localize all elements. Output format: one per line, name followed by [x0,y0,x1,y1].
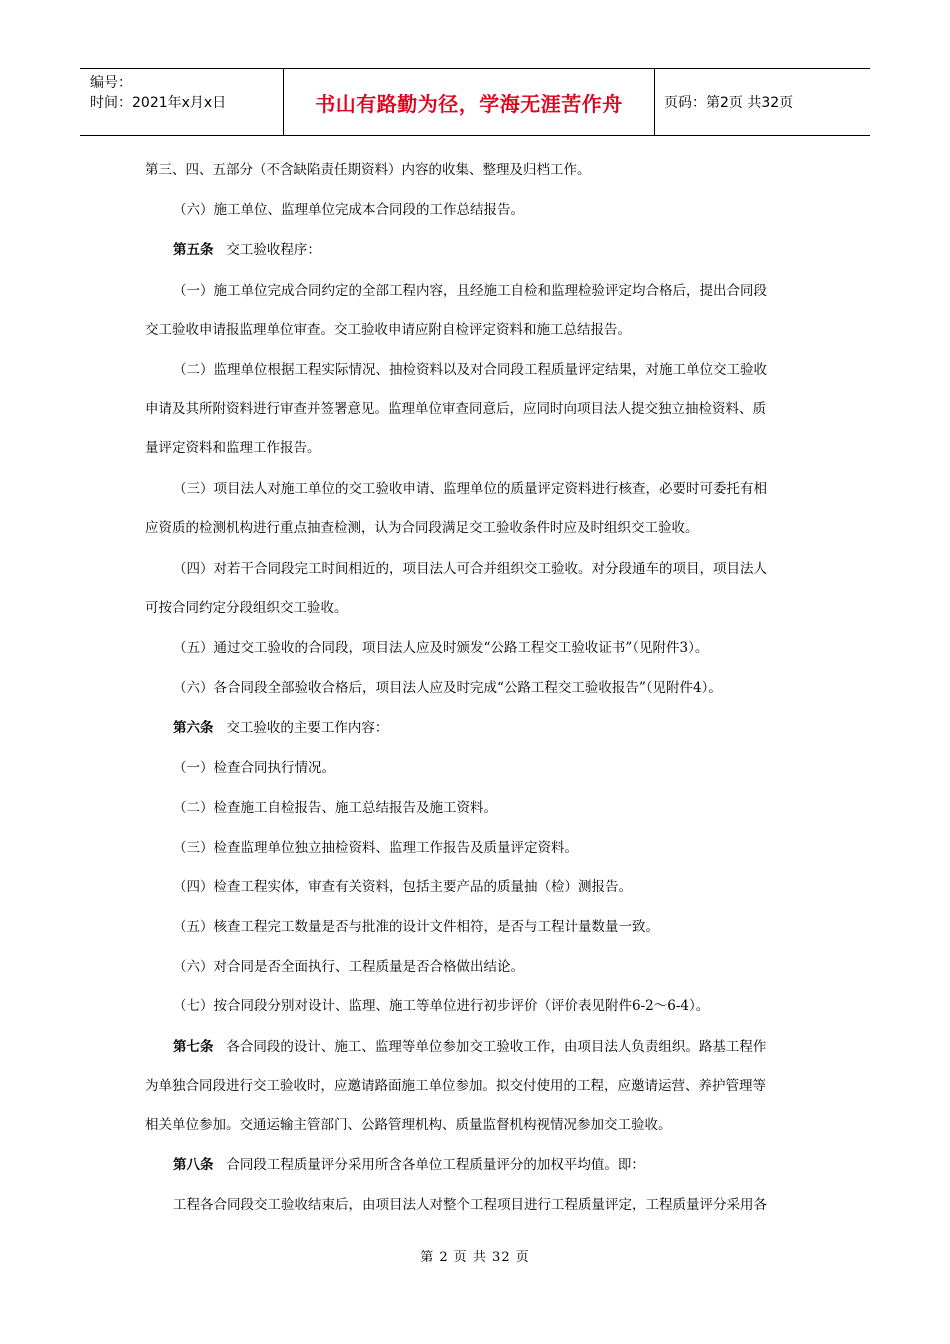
header-motto-cell [283,69,655,135]
paragraph-line: 第三、四、五部分（不含缺陷责任期资料）内容的收集、整理及归档工作。 [145,162,591,178]
article-text: 各合同段的设计、施工、监理等单位参加交工验收工作，由项目法人负责组织。路基工程作 [226,1039,767,1055]
article-title: 交工验收程序： [226,242,321,258]
page-info: 页码：第2页 共32页 [664,95,794,111]
document-date: 时间：2021年x月x日 [90,95,227,111]
paragraph-line: （六）施工单位、监理单位完成本合同段的工作总结报告。 [173,202,524,218]
article-6-heading [173,718,388,738]
article-text: 合同段工程质量评分采用所含各单位工程质量评分的加权平均值。即： [226,1157,645,1173]
article-number: 第七条 [173,1039,214,1055]
article-8-heading [173,1155,645,1175]
paragraph-line: 申请及其所附资料进行审查并签署意见。监理单位审查同意后，应同时向项目法人提交独立抽检资料、质 [145,401,766,417]
paragraph-line: （四）对若干合同段完工时间相近的，项目法人可合并组织交工验收。对分段通车的项目，项目法人 [173,561,767,577]
article-title: 交工验收的主要工作内容： [226,720,389,736]
article-number: 第六条 [173,720,214,736]
paragraph-line: 可按合同约定分段组织交工验收。 [145,600,348,616]
paragraph-line: 相关单位参加。交通运输主管部门、公路管理机构、质量监督机构视情况参加交工验收。 [145,1117,672,1133]
list-item: （五）核查工程完工数量是否与批准的设计文件相符，是否与工程计量数量一致。 [173,919,659,935]
list-item: （四）检查工程实体，审查有关资料，包括主要产品的质量抽（检）测报告。 [173,879,632,895]
paragraph-line: （五）通过交工验收的合同段，项目法人应及时颁发“公路工程交工验收证书”（见附件3）。 [173,640,709,656]
document-number: 编号： [90,75,132,91]
list-item: （三）检查监理单位独立抽检资料、监理工作报告及质量评定资料。 [173,840,578,856]
paragraph-line: 工程各合同段交工验收结束后，由项目法人对整个工程项目进行工程质量评定，工程质量评分采用各 [173,1197,767,1213]
paragraph-line: （六）各合同段全部验收合格后，项目法人应及时完成“公路工程交工验收报告”（见附件4）。 [173,680,722,696]
article-number: 第五条 [173,242,214,258]
paragraph-line: 交工验收申请报监理单位审查。交工验收申请应附自检评定资料和施工总结报告。 [145,322,631,338]
list-item: （一）检查合同执行情况。 [173,760,335,776]
paragraph-line: （一）施工单位完成合同约定的全部工程内容，且经施工自检和监理检验评定均合格后，提出合同段 [173,283,767,299]
list-item: （七）按合同段分别对设计、监理、施工等单位进行初步评价（评价表见附件6-2～6-4）。 [173,998,710,1014]
header-page-info-cell [655,69,870,135]
paragraph-line: 量评定资料和监理工作报告。 [145,440,321,456]
article-5-heading [173,240,321,260]
motto: 书山有路勤为径，学海无涯苦作舟 [315,91,623,116]
list-item: （二）检查施工自检报告、施工总结报告及施工资料。 [173,800,497,816]
list-item: （六）对合同是否全面执行、工程质量是否合格做出结论。 [173,959,524,975]
article-7-heading [173,1037,766,1057]
paragraph-line: （三）项目法人对施工单位的交工验收申请、监理单位的质量评定资料进行核查，必要时可委托有相 [173,481,767,497]
paragraph-line: （二）监理单位根据工程实际情况、抽检资料以及对合同段工程质量评定结果，对施工单位交工验收 [173,362,767,378]
paragraph-line: 应资质的检测机构进行重点抽查检测，认为合同段满足交工验收条件时应及时组织交工验收。 [145,520,699,536]
header-meta [80,69,283,135]
article-number: 第八条 [173,1157,214,1173]
page-header [80,68,870,136]
paragraph-line: 为单独合同段进行交工验收时，应邀请路面施工单位参加。拟交付使用的工程，应邀请运营、养护管理等 [145,1078,766,1094]
page-footer: 第 2 页 共 32 页 [420,1250,530,1265]
